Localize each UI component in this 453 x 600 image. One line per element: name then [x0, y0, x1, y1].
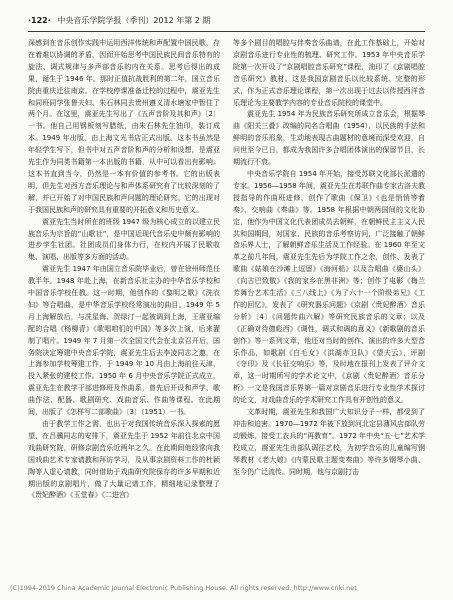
paragraph: 中央音乐学院自 1954 年开始，接受苏联文化部长派遣的专家。1956—1958 年间，震亚先生在苏联作曲专家古洛夫教授指导的作曲班进修，创作了歌曲《保卫》《也是悄悄等着奏》，交响曲《奏曲》等。1958 年根据中朝两国间的文化协定，他作为中国文化代表团成员去朝鲜，在朝鲜民主主义人民共和国期间，对国家、民族的音乐考察访问，广泛接触了朝鲜音乐界人士，了解朝鲜音乐生活及工作经验。在 1960 年至文革之前几年间，震亚先生先后为学院工作之余，创作、发表了歌曲《姑娘在沙滩上逗留》《海河船》以及合唱曲《婆山头》《向古巴致敬》《我的家乡在黑非洲》等；创作了电影《梅兰芳舞台艺术生活》《三八线上》《为了六十一个阶级弟兄》《工作的回忆》。发表了《研究器乐问题》《京剧〈贵妃醉酒〉音乐分析》〔4〕《问题传曲六解》等研究民族音乐的文章；以及《正确对待德彪西》《调性，调式和调的意义》《新歌剧的音乐创作》等一系列文章，他还对当时的创作、演出的许多大型音乐作品，如歌剧《白毛女》《洪湖赤卫队》《望夫云》，评剧《夺印》及《长征交响乐》等，及时地在报刊上发表了评介文章，这一时期所写的学术论文中，《京剧〈贵妃醉酒〉音乐分析》一文是我国音乐界第一篇对京剧音乐进行专业性学术探讨的论文，对戏曲音乐的学术研究工作具有开创性的意义。	[233, 169, 425, 405]
journal-title: 中央音乐学院学报（季刊）2012 年第 2 期	[57, 16, 211, 25]
copyright-footer: (C)1994-2019 China Academic Journal Electronic Publishing House. All rights reserved. http://www.cnki.net	[10, 584, 357, 592]
page-number: ·122·	[28, 16, 51, 25]
left-column	[28, 38, 220, 502]
paragraph: 震亚先生当时所在的班级 1947 级为核心成立的以建立民族音乐为宗旨的“山歌社”，是中国近现代音乐史中颇有影响的进步学生社团。社团成员们身体力行，在校内开展了民歌收集、演唱、出版等多方面的活动。	[28, 217, 220, 262]
paragraph: 震亚先生 1954 年为民族音乐研究所成立音乐会，根据琴曲《阳关三叠》改编的同名合唱曲（1954），以民族的手法和鲜明的音乐形象，生动地表现古曲题材的意境而深受欢迎，自问世至今已日，都成为我国许多合唱团体演出的保留节目，长期流行不衰。	[233, 110, 425, 167]
header-divider	[28, 31, 425, 32]
paragraph: 由于教学工作之需，也出于对我国传统音乐深入探索的愿望，在吕骥同志的安排下，震亚先生于 1952 年前往北京中国戏曲研究院，研修京剧音乐近两年之久。在此期间他经常向我国戏曲艺术专家请教和拜访学习，及从事京剧资料工作的杜颖陶等人虚心请教，同时借助于戏曲研究院保存的许多早期和近期出版的京剧唱片，做了大量记谱工作，精细地记录整理了《贵妃醉酒》《玉堂春》《二进宫》	[28, 420, 220, 500]
page-header	[28, 14, 425, 28]
right-column	[233, 38, 425, 479]
paragraph: 文革时期，震亚先生和我国广大知识分子一样，都受到了冲击和迫害。1970—1972 年被下放到河北定县薄风店部队劳动锻炼，接受工农兵的“再教育”。1972 年中央“五·七”艺术学校成立，震亚先生由部队调往艺校，为初学音乐的儿童编写钢琴教材《老大娘》《内蒙民歌主题变奏曲》等许多钢琴小曲，至今仍广泛流传。同时期，他与京剧打击	[233, 408, 425, 476]
paragraph: 等多个剧目的唱腔与伴奏音乐曲谱，在此工作基础上，开始对京剧音乐进行专业性的梳理、研究工作。1953 年中央音乐学院第一次开设了“京剧唱腔音乐研究”课程，油印了《京剧唱腔音乐研究》教材。这是我国京剧音乐以比较系统、完整的形式，作为正式音乐理论课程，第一次出现于过去以传授西洋音乐理论为主要教学内容的专业音乐院校的课堂中。	[233, 39, 425, 107]
paragraph: 震亚先生 1947 年由国立音乐院毕业后，曾在徐州师范任教半年。1948 年赴上海，在新音乐社主办的中华音乐学校和中国音乐学校任教。这一时期，他创作的《黎明之歌》《洗衣妇》等合唱曲，是中华音乐学校经常演出的曲目。1949 年 5 月上海解放后，与冼星海、贺绿汀一起被调到上海，王震亚编配的合唱《杨柳青》《歌唱咱们的中国》等多次上演，后来灌制了唱片。1949 年 7 月第一次全国文代会在北京召开后，国务院决定筹建中央音乐学院，震亚先生后去李凌同志之邀，在上海参加学校筹建工作，于 1949 年 10 月由上海前往天津，投入紧张的建校工作。1950 年 6 月中央音乐学院正式成立，震亚先生在教学干部进修班及作曲系，曾先后开设和声学、歌曲作法、配器、歌剧研究、戏曲音乐、作曲等课程。在此期间，出版了《怎样写二部歌曲》〔3〕（1951）一书。	[28, 265, 220, 417]
paragraph: 深感到在音乐创作实践中运用西洋传统和声配置中国民歌，存在着难以协调的矛盾，因而开始思考中国民族民间音乐特有的旋法、调式规律与多声部音乐的内在关系。思考后得出的成果，诞生于 1946 年。那时正值抗战胜利的第二年，国立音乐院由重庆迁往南京。在学校停课准备迁校的过程中，震亚先生和同班同学张鲁夫妇、朱石林同去贵州遵义清水塘家中暂住了两个月。在这里，震亚先生写出了《五声音阶及其和声》〔2〕一书。他自己用钢板刻写腊纸，由朱石林先生油印，装订成本。1949 年出版，由上海文光书店正式出版。这本书虽然是年轻学生写下，但书中对五声音阶和声的分析和设想，是震亚先生作为同类书籍第一本出版的书籍，从中可以看出有影响。这本书直到当今，仍然是一本有价值的参考书。它的出版表明，但先生对西方音乐理论与和声体系研究有了比较深刻的了解，并已开始了对中国民族和声问题的理论研究。它的出现对于我国民族和声的研究具有重要的开拓意义和历史意义。	[28, 39, 220, 214]
